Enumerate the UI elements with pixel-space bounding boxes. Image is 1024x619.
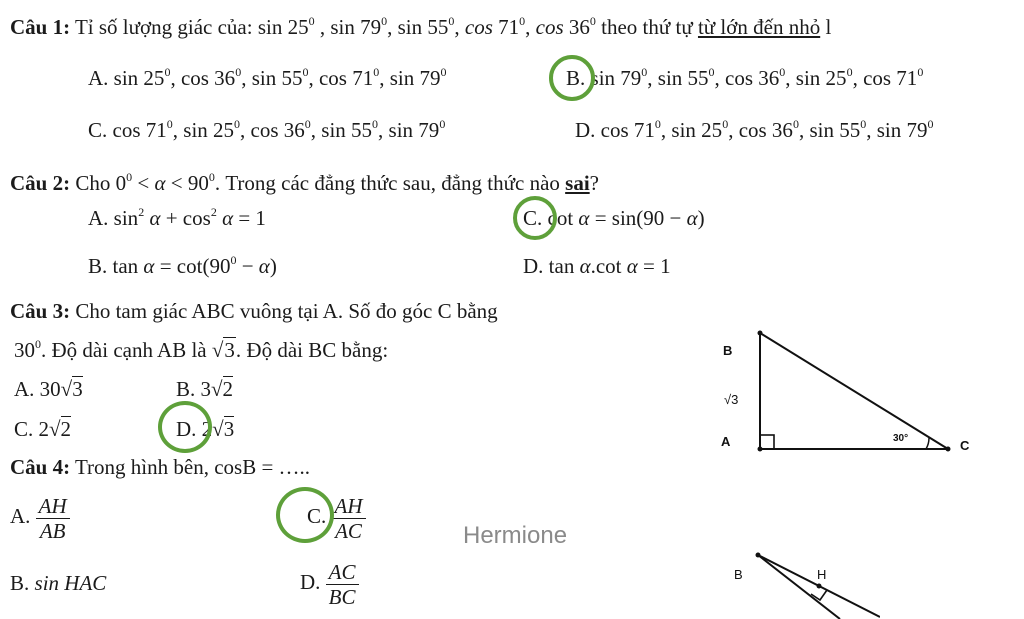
question-3-stem-line2: $30^0$. Độ dài cạnh AB là √3. Độ dài BC bằng: bbox=[14, 337, 389, 362]
q4-option-a: A. $\frac{AH}{AB}$ bbox=[10, 487, 70, 545]
q3-option-c: C. 2√2 bbox=[14, 417, 72, 441]
answer-circle-q3 bbox=[158, 401, 212, 453]
q1-option-d: D. $\cos 71^0$, $\sin 25^0$, $\cos 36^0$, $\sin 55^0$, $\sin 79^0$ bbox=[575, 117, 934, 142]
q2-option-d: D. tan α.cot α = 1 bbox=[523, 254, 671, 278]
watermark-text: Hermione bbox=[463, 522, 568, 549]
q1-option-a: A. $\sin 25^0$, $\cos 36^0$, $\sin 55^0$, $\cos 71^0$, $\sin 79^0$ bbox=[88, 65, 447, 90]
q1-option-c: C. $\cos 71^0$, $\sin 25^0$, $\cos 36^0$, $\sin 55^0$, $\sin 79^0$ bbox=[88, 117, 446, 142]
q4-option-b: B. sin HAC bbox=[10, 571, 107, 595]
question-3-stem-line1: Câu 3: Cho tam giác ABC vuông tại A. Số đo góc C bằng bbox=[10, 299, 498, 323]
fig3-label-side: √3 bbox=[724, 392, 739, 407]
question-3-label: Câu 3: bbox=[10, 299, 71, 323]
altitude-triangle-figure bbox=[750, 550, 880, 619]
q3-option-a: A. 30√3 bbox=[14, 377, 83, 401]
q2-option-a: A. $\sin^2 \alpha + \cos^2 \alpha = 1$ bbox=[88, 205, 266, 230]
fig4-label-b: B bbox=[734, 567, 743, 582]
fig4-label-h: H bbox=[817, 567, 827, 582]
q1-option-b: B. $\sin 79^0$, $\sin 55^0$, $\cos 36^0$, $\sin 25^0$, $\cos 71^0$ bbox=[566, 65, 924, 90]
question-4-stem: Câu 4: Trong hình bên, cosB = ….. bbox=[10, 455, 311, 479]
answer-circle-q1 bbox=[549, 55, 595, 101]
q2-option-b: B. $\tan \alpha = \cot(90^0 - \alpha)$ bbox=[88, 253, 277, 278]
q4-option-d: D. $\frac{AC}{BC}$ bbox=[300, 553, 359, 611]
question-2-stem: Câu 2: Cho $0^0 < \alpha < 90^0$. Trong các đẳng thức sau, đẳng thức nào sai? bbox=[10, 170, 599, 195]
right-triangle-figure bbox=[720, 325, 980, 465]
question-1-stem: Câu 1: Tỉ số lượng giác của: $\sin 25^0$ , $\sin 79^0$, $\sin 55^0$, $\cos 71^0$, $\cos 36^0$ theo thứ tự từ lớn đến nhỏ l bbox=[10, 14, 832, 39]
fig3-label-a: A bbox=[721, 434, 731, 449]
question-4-label: Câu 4: bbox=[10, 455, 71, 479]
q3-option-d: D. 2√3 bbox=[176, 417, 235, 441]
fig3-label-b: B bbox=[723, 343, 733, 358]
fig3-label-c: C bbox=[960, 438, 970, 453]
answer-circle-q4 bbox=[276, 487, 334, 543]
q4-option-c: C. $\frac{AH}{AC}$ bbox=[307, 487, 366, 545]
answer-circle-q2 bbox=[513, 196, 557, 240]
question-2-label: Câu 2: bbox=[10, 171, 71, 195]
fig3-label-angle: 30° bbox=[893, 433, 909, 444]
question-1-label: Câu 1: bbox=[10, 15, 71, 39]
q2-option-c: C. cot α = sin(90 − α) bbox=[523, 206, 705, 230]
q3-option-b: B. 3√2 bbox=[176, 377, 234, 401]
